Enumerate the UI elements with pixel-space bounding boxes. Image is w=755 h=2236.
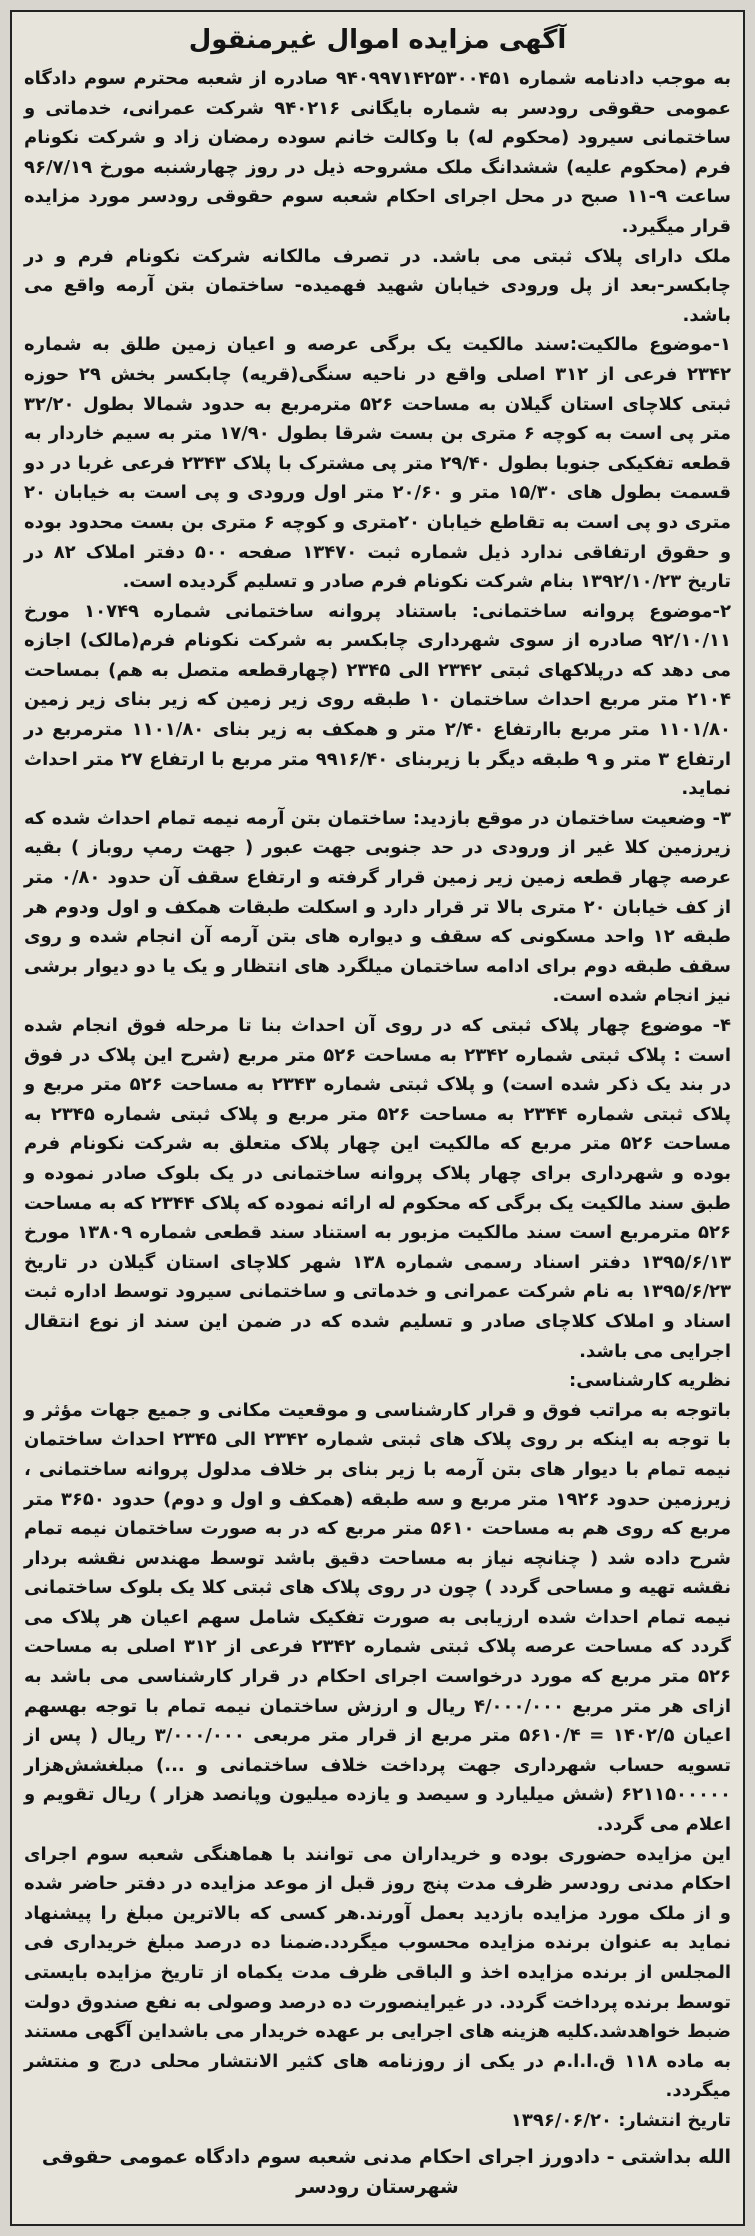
legal-notice xyxy=(10,10,745,2226)
signature-block xyxy=(24,2142,731,2202)
signature-city: شهرستان رودسر xyxy=(296,2175,459,2198)
expert-opinion-heading: نظریه کارشناسی: xyxy=(569,1370,731,1392)
notice-title: آگهی مزایده اموال غیرمنقول xyxy=(188,25,567,55)
notice-intro: به موجب دادنامه شماره ۹۴۰۹۹۷۱۴۲۵۳۰۰۴۵۱ صادره از شعبه محترم سوم دادگاه عمومی حقوقی رودسر به شماره بایگانی ۹۴۰۲۱۶ شرکت عمرانی، خدماتی و ساختمانی سیرود (محکوم له) با وکالت خانم سوده رمضان زاد و شرکت نکونام فرم (محکوم علیه) ششدانگ ملک مشروحه ذیل در روز چهارشنبه مورخ ۹۶/۷/۱۹ ساعت ۹-۱۱ صبح در محل اجرای احکام شعبه سوم حقوقی رودسر مورد مزایده قرار میگیرد. xyxy=(24,68,732,237)
building-status-clause: ۳- وضعیت ساختمان در موقع بازدید: ساختمان بتن آرمه نیمه تمام احداث شده که زیرزمین کلا غیر از ورودی در حد جنوبی جهت عبور ( جهت رمپ روباز ) بقیه عرصه چهار قطعه زمین زیر زمین قرار گرفته و ارتفاع سقف آن حدود ۰/۸۰ متر از کف خیابان ۲۰ متری بالا تر قرار دارد و اسکلت طبقات همکف و اول ودوم هر طبقه ۱۲ واحد مسکونی که سقف و دیواره های بتن آرمه آن انجام شده و روی سقف طبقه دوم برای ادامه ساختمان میلگرد های انتظار و یک یا دو دیوار برشی نیز انجام شده است. xyxy=(24,807,732,1007)
building-permit-clause: ۲-موضوع پروانه ساختمانی: باستناد پروانه ساختمانی شماره ۱۰۷۴۹ مورخ ۹۲/۱۰/۱۱ صادره از سوی شهرداری چابکسر به شرکت نکونام فرم(مالک) اجازه می دهد که درپلاکهای ثبتی ۲۳۴۲ الی ۲۳۴۵ (چهارقطعه متصل به هم) بمساحت ۲۱۰۴ متر مربع احداث ساختمان ۱۰ طبقه روی زیر زمین که زیر بنای زیر زمین ۱۱۰۱/۸۰ متر مربع باارتفاع ۲/۴۰ متر و همکف به زیر بنای ۱۱۰۱/۸۰ مترمربع در ارتفاع ۳ متر و ۹ طبقه دیگر با زیربنای ۹۹۱۶/۴۰ متر مربع با ارتفاع ۲۷ متر احداث نماید. xyxy=(24,600,732,800)
publish-date: تاریخ انتشار: ۱۳۹۶/۰۶/۲۰ xyxy=(510,2109,731,2131)
auction-terms: این مزایده حضوری بوده و خریداران می توانند با هماهنگی شعبه سوم اجرای احکام مدنی رودسر ظرف مدت پنج روز قبل از موعد مزایده در دفتر حاضر شده و از ملک مورد مزایده بازدید بعمل آورند.هر کسی که بالاترین مبلغ را پیشنهاد نماید به عنوان برنده مزایده محسوب میگردد.ضمنا ده درصد مبلغ خریداری فی المجلس از برنده مزایده اخذ و الباقی ظرف مدت یکماه از تاریخ مزایده بایستی توسط برنده پرداخت گردد. در غیراینصورت ده درصد وصولی به نفع صندوق دولت ضبط خواهدشد.کلیه هزینه های اجرایی بر عهده خریدار می باشداین آگهی مستند به ماده ۱۱۸ ق.ا.ا.م در یکی از روزنامه های کثیر الانتشار محلی درج و منتشر میگردد. xyxy=(24,1843,731,2102)
registered-plots-clause: ۴- موضوع چهار پلاک ثبتی که در روی آن احداث بنا تا مرحله فوق انجام شده است : پلاک ثبتی شماره ۲۳۴۲ به مساحت ۵۲۶ متر مربع (شرح این پلاک در فوق در بند یک ذکر شده است) و پلاک ثبتی شماره ۲۳۴۳ به مساحت ۵۲۶ متر مربع و پلاک ثبتی شماره ۲۳۴۴ به مساحت ۵۲۶ متر مربع و پلاک ثبتی شماره ۲۳۴۵ به مساحت ۵۲۶ متر مربع که مالکیت این چهار پلاک متعلق به شرکت نکونام فرم بوده و شهرداری برای چهار پلاک پروانه ساختمانی در یک بلوک صادر نموده و طبق سند مالکیت یک برگی که محکوم له ارائه نموده که پلاک ۲۳۴۴ که به مساحت ۵۲۶ مترمربع است سند مالکیت مزبور به استناد سند قطعی شماره ۱۳۸۰۹ مورخ ۱۳۹۵/۶/۱۳ دفتر اسناد رسمی شماره ۱۳۸ شهر کلاچای استان گیلان در تاریخ ۱۳۹۵/۶/۲۳ به نام شرکت عمرانی و خدماتی و ساختمانی سیرود توسط اداره ثبت اسناد و املاک کلاچای صادر و تسلیم شده که در ضمن این سند از نوع انتقال اجرایی می باشد. xyxy=(24,1015,731,1362)
expert-opinion: باتوجه به مراتب فوق و قرار کارشناسی و موقعیت مکانی و جمیع جهات مؤثر و با توجه به اینکه بر روی پلاک های ثبتی شماره ۲۳۴۲ الی ۲۳۴۵ احداث ساختمان نیمه تمام با دیوار های بتن آرمه با زیر بنای بر خلاف مدلول پروانه ساختمانی ، زیرزمین حدود ۱۹۲۶ متر مربع و سه طبقه (همکف و اول و دوم) حدود ۳۶۵۰ متر مربع که روی هم به مساحت ۵۶۱۰ متر مربع که در به صورت ساختمان نیمه تمام شرح داده شد ( چنانچه نیاز به مساحت دقیق باشد توسط مهندس نقشه بردار نقشه تهیه و مساحی گردد ) چون در روی پلاک های ثبتی کلا یک بلوک ساختمانی نیمه تمام احداث شده ارزیابی به صورت تفکیک شامل سهم اعیان هر پلاک می گردد که مساحت عرصه پلاک ثبتی شماره ۲۳۴۲ فرعی از ۳۱۲ اصلی به مساحت ۵۲۶ متر مربع که مورد درخواست اجرای احکام در قرار کارشناسی می باشد به ازای هر متر مربع ۴/۰۰۰/۰۰۰ ریال و ارزش ساختمان نیمه تمام با توجه بهسهم اعیان ۱۴۰۲/۵ = ۵۶۱۰/۴ متر مربع از قرار متر مربعی ۳/۰۰۰/۰۰۰ ریال ( پس از تسویه حساب شهرداری جهت پرداخت خلاف ساختمانی و ...) مبلغشش‌هزار ۶۲۱۱۵۰۰۰۰۰ (شش میلیارد و سیصد و یازده میلیون وپانصد هزار ) ریال تقویم و اعلام می گردد. xyxy=(24,1399,732,1836)
ownership-clause: ۱-موضوع مالکیت:سند مالکیت یک برگی عرصه و اعیان زمین طلق به شماره ۲۳۴۲ فرعی از ۳۱۲ اصلی واقع در ناحیه سنگی(قریه) چابکسر بخش ۲۹ حوزه ثبتی کلاچای استان گیلان به مساحت ۵۲۶ مترمربع به حدود شمالا بطول ۳۲/۲۰ متر پی است به کوچه ۶ متری بن بست شرقا بطول ۱۷/۹۰ متر به سیم خاردار به قطعه تفکیکی جنوبا بطول ۲۹/۴۰ متر پی مشترک با پلاک ۲۳۴۳ فرعی غربا در دو قسمت بطول های ۱۵/۳۰ متر و ۲۰/۶۰ متر اول ورودی و پی است به خیابان ۲۰ متری دو پی است به تقاطع خیابان ۲۰متری و کوچه ۶ متری بن بست محدود بوده و حقوق ارتفاقی ندارد ذیل شماره ثبت ۱۳۴۷۰ صفحه ۵۰۰ دفتر املاک ۸۲ در تاریخ ۱۳۹۲/۱۰/۲۳ بنام شرکت نکونام فرم صادر و تسلیم گردیده است. xyxy=(24,334,732,593)
signature-line: الله بداشتی - دادورز اجرای احکام مدنی شعبه سوم دادگاه عمومی حقوقی xyxy=(41,2145,731,2168)
notice-location: ملک دارای پلاک ثبتی می باشد. در تصرف مالکانه شرکت نکونام فرم و در چابکسر-بعد از پل ورودی خیابان شهید فهمیده- ساختمان بتن آرمه واقع می باشد. xyxy=(24,245,731,326)
